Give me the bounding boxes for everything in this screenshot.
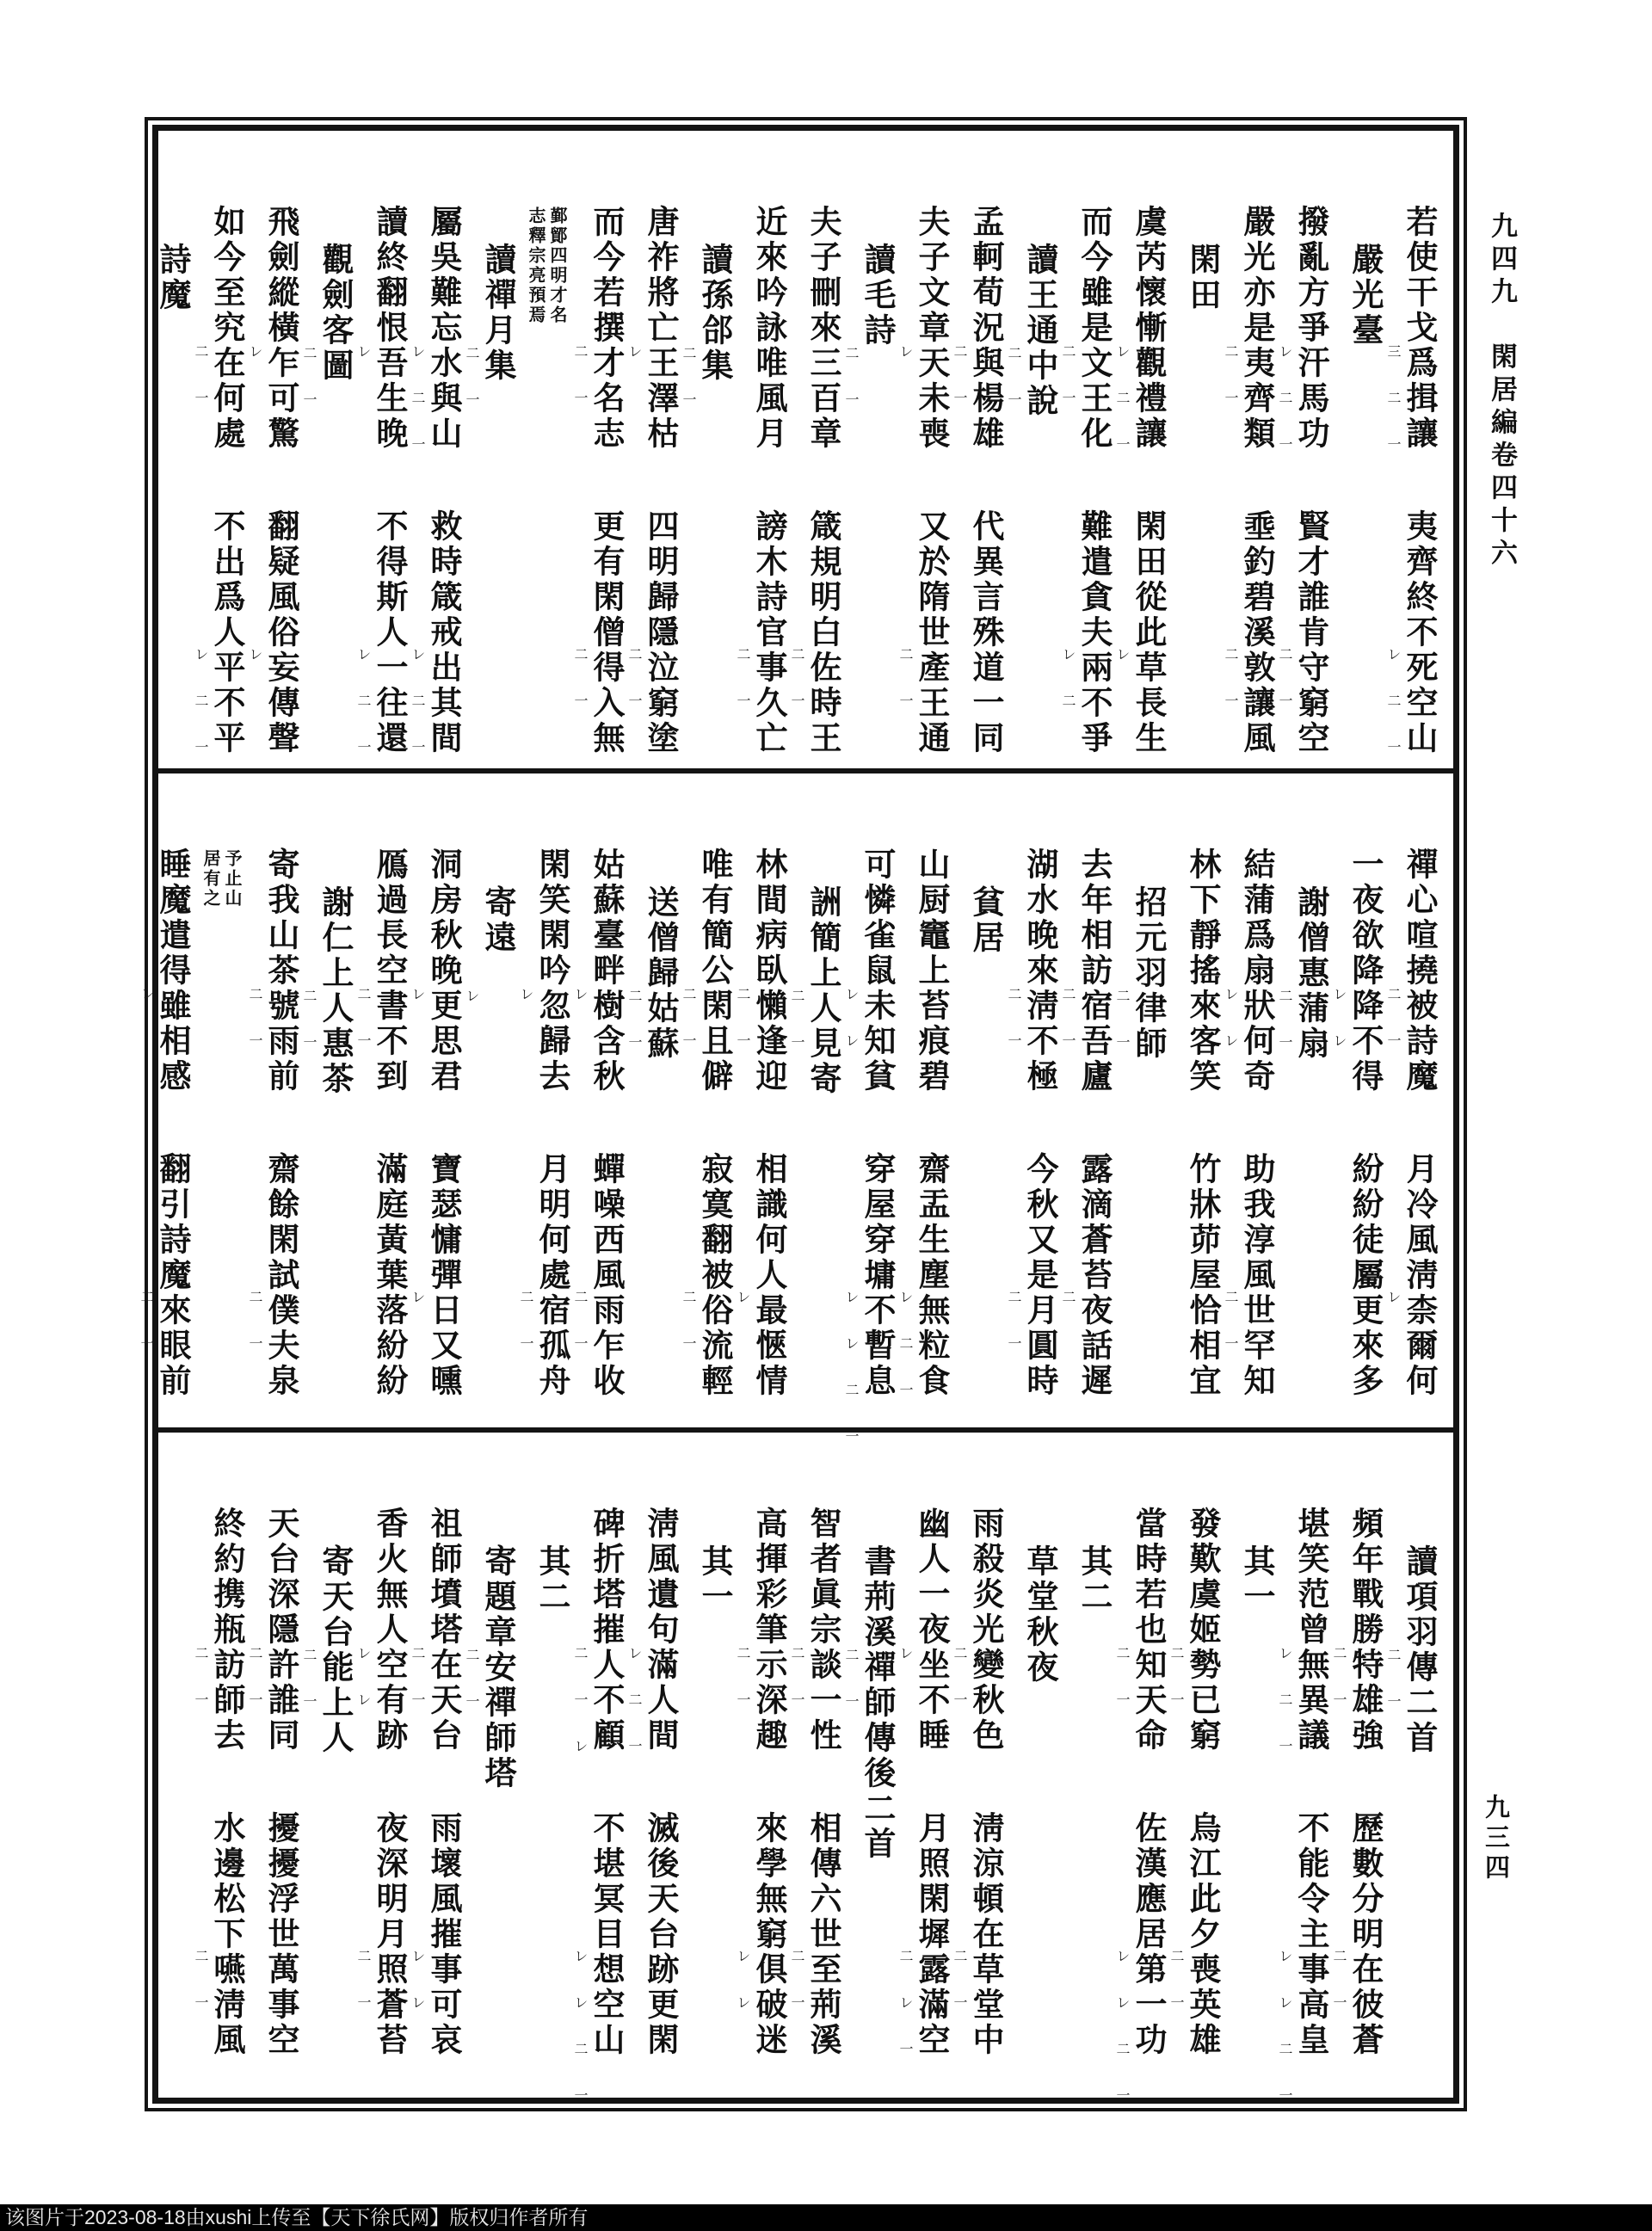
poem-title: 讀項羽傳二首 <box>1401 1544 1439 1756</box>
kunten-marks: 二一 <box>735 647 751 740</box>
kunten-marks: 二一 <box>1223 344 1239 437</box>
poem-line-lower: 箴規明白佐時王 <box>804 509 842 756</box>
poem-line-lower: 齋盂生塵無粒食 <box>913 1152 951 1399</box>
poem-line-column <box>572 1433 628 2135</box>
poem-title-column <box>682 1433 737 2098</box>
poem-title: 詩魔 <box>154 243 192 313</box>
kunten-marks: 二一 <box>789 647 805 740</box>
poem-line-upper: 而今雖是文王化 <box>1076 205 1113 452</box>
kunten-marks: 二一 <box>1385 987 1402 1080</box>
kunten-marks: レレ <box>1331 987 1347 1080</box>
poem-line-column <box>1008 773 1062 1427</box>
poem-line-lower: 月明何處宿孤舟 <box>533 1152 571 1399</box>
poem-line-upper: 可憐雀鼠未知貧 <box>859 847 897 1094</box>
poem-line-upper: 飛劍縱橫乍可驚 <box>262 205 300 452</box>
kunten-marks: 二一 <box>1114 1646 1131 1739</box>
poem-line-upper: 林下靜搖來客笑 <box>1184 847 1222 1094</box>
poem-line-upper: 寄我山茶號雨前 <box>262 847 300 1094</box>
poem-title: 貧居 <box>967 885 1005 956</box>
kunten-marks: 二一レ <box>572 1646 589 1785</box>
kunten-marks: レ二一 <box>1114 344 1131 484</box>
poem-title: 寄遠 <box>479 885 517 956</box>
poem-line-lower: 閑田從此草長生 <box>1130 509 1168 756</box>
poem-line-lower: 竹牀茆屋恰相宜 <box>1184 1152 1222 1399</box>
poem-line-upper: 虞芮懷慚觀禮讓 <box>1130 205 1168 452</box>
kunten-marks: レレ二一 <box>572 1949 589 2135</box>
poem-line-lower: 賢才誰肯守窮空 <box>1292 509 1330 756</box>
kunten-marks: 二一 <box>301 989 317 1082</box>
kunten-marks: 二一 <box>518 1290 534 1383</box>
kunten-marks: 二一 <box>789 1646 805 1739</box>
poem-title: 其一 <box>696 1544 734 1615</box>
poem-title-column <box>520 1433 574 2098</box>
poem-title: 寄天台能上人 <box>317 1544 354 1756</box>
poem-line-upper: 祖師墳塔在天台 <box>425 1507 463 1753</box>
poem-line-column <box>791 131 845 768</box>
poem-title: 讀毛詩 <box>859 243 897 348</box>
poem-line-lower: 來學無窮俱破迷 <box>750 1811 788 2058</box>
kunten-marks: 二一 <box>355 1949 372 2042</box>
poem-line-upper: 當時若也知天命 <box>1130 1507 1168 1753</box>
poem-title-column <box>465 1433 520 2098</box>
poem-title-column <box>1008 1433 1062 2098</box>
poem-line-column <box>411 1433 465 2098</box>
poem-line-upper: 讀終翻恨吾生晚 <box>371 205 409 452</box>
poem-line-lower: 不能令主事高皇 <box>1292 1811 1330 2058</box>
kunten-marks: 二 <box>1060 1290 1076 1336</box>
poem-line-column <box>737 131 791 768</box>
poem-title-column <box>1008 131 1062 768</box>
poem-title-column <box>465 773 520 1427</box>
poem-title: 嚴光臺 <box>1347 243 1384 348</box>
kunten-marks: レ <box>410 1290 426 1336</box>
register-3 <box>158 1433 1453 2135</box>
poem-line-upper: 閑笑閑吟忽歸去 <box>533 847 571 1094</box>
kunten-marks: 二一 <box>897 647 914 740</box>
text-frame <box>139 125 1459 2135</box>
poem-line-upper: 雨殺炎光變秋色 <box>967 1507 1005 1753</box>
kunten-marks: レ二一 <box>410 647 426 786</box>
poem-line-column <box>1170 1433 1224 2098</box>
poem-title-column <box>1170 131 1224 768</box>
poem-line-lower: 謗木詩官事久亡 <box>750 509 788 756</box>
poem-title-column <box>465 131 520 768</box>
poem-line-column <box>140 773 194 1427</box>
poem-title: 其二 <box>1076 1544 1113 1615</box>
poem-title-column <box>953 773 1008 1427</box>
poem-line-upper: 發歎虞姬勢已窮 <box>1184 1507 1222 1753</box>
poem-line-column <box>1333 773 1387 1427</box>
kunten-marks: レ二一 <box>355 647 372 786</box>
kunten-marks: レ二一 <box>1385 647 1402 786</box>
kunten-marks: レ <box>355 344 372 391</box>
poem-line-lower: 歷數分明在彼蒼 <box>1347 1811 1384 2058</box>
poem-title-column <box>628 773 682 1427</box>
poem-title-column <box>845 131 899 768</box>
poem-line-upper: 睡魔遣得雖相感 <box>154 847 192 1094</box>
kunten-marks: レレ二一 <box>1114 1949 1131 2135</box>
poem-title-column <box>1224 1433 1279 2098</box>
poem-title: 其一 <box>1238 1544 1276 1615</box>
poem-line-upper: 智者眞宗談一性 <box>804 1507 842 1753</box>
kunten-marks: 二一 <box>1331 1646 1347 1739</box>
poem-line-lower: 夜深明月照蒼苔 <box>371 1811 409 2058</box>
poem-line-lower: 代異言殊道一同 <box>967 509 1005 756</box>
poem-line-lower: 四明歸隱泣窮塗 <box>642 509 680 756</box>
poem-title-column <box>1333 131 1387 768</box>
poem-line-lower: 相識何人最愜情 <box>750 1152 788 1399</box>
kunten-marks: 二一 <box>247 987 263 1080</box>
poem-title: 送僧歸姑蘇 <box>642 885 680 1062</box>
poem-line-column <box>682 773 737 1427</box>
poem-line-lower: 今秋又是月圓時 <box>1021 1152 1059 1399</box>
poem-line-lower: 翻疑風俗妄傳聲 <box>262 509 300 756</box>
kunten-marks: レ <box>1385 1290 1402 1336</box>
poem-line-upper: 撥亂方爭汗馬功 <box>1292 205 1330 452</box>
watermark-bar <box>0 2204 1652 2231</box>
kunten-marks: 二一 <box>1385 1648 1402 1741</box>
kunten-marks: レ <box>518 987 534 1033</box>
kunten-marks: 二一 <box>572 344 589 437</box>
poem-line-lower: 穿屋穿墉不暫息 <box>859 1152 897 1399</box>
poem-title-column <box>791 773 845 1427</box>
kunten-marks: レ <box>139 987 155 1033</box>
kunten-marks: 二一 <box>735 987 751 1080</box>
kunten-marks: 二一 <box>789 989 805 1082</box>
kunten-marks: 二一 <box>1223 647 1239 740</box>
poem-title-column <box>845 1433 899 2098</box>
kunten-marks: レ二一 <box>1277 1646 1293 1785</box>
poem-title-column <box>1279 773 1333 1427</box>
poem-line-column <box>1387 773 1441 1427</box>
poem-title: 讀王通中說 <box>1021 243 1059 419</box>
poem-line-upper: 碑折塔摧人不顧 <box>588 1507 626 1753</box>
kunten-marks: レレ二一 <box>1277 1949 1293 2135</box>
poem-line-upper: 夫子文章天未喪 <box>913 205 951 452</box>
kunten-marks: 二一 <box>410 1646 426 1739</box>
poem-line-column <box>193 131 249 786</box>
kunten-marks: レ <box>626 344 643 391</box>
poem-line-column <box>574 131 628 768</box>
kunten-marks: レ <box>735 1290 751 1336</box>
poem-line-column <box>791 1433 845 2098</box>
kunten-marks: レ <box>247 344 263 391</box>
poem-line-column <box>737 773 791 1427</box>
poem-line-lower: 不得斯人一往還 <box>371 509 409 756</box>
kunten-marks: 二一 <box>1277 989 1293 1082</box>
poem-line-upper: 山厨竈上苔痕碧 <box>913 847 951 1094</box>
poem-title: 謝仁上人惠茶 <box>317 885 354 1097</box>
poem-line-column <box>1279 131 1333 768</box>
kunten-marks: 二一 <box>139 1290 155 1383</box>
kunten-marks: 二一 <box>464 346 480 439</box>
kunten-marks: レレ <box>1223 987 1239 1080</box>
poem-line-upper: 幽人一夜坐不睡 <box>913 1507 951 1753</box>
kunten-marks: 二一 <box>952 1949 968 2042</box>
kunten-marks: レ二一 <box>193 647 209 786</box>
poem-line-column <box>1062 131 1116 768</box>
poem-line-upper: 若使干戈爲揖讓 <box>1401 205 1439 452</box>
poem-line-column <box>1170 773 1224 1427</box>
poem-title: 謝僧惠蒲扇 <box>1292 885 1330 1062</box>
volume-header: 九四九 閑居編卷四十六 <box>1486 212 1517 571</box>
kunten-marks: 二一 <box>1060 344 1076 437</box>
poem-line-column <box>628 131 682 768</box>
kunten-marks: レレ <box>355 1646 372 1739</box>
poem-line-column <box>249 131 303 768</box>
poem-line-lower: 難遣貪夫兩不爭 <box>1076 509 1113 756</box>
poem-line-column <box>899 773 953 1427</box>
poem-line-lower: 紛紛徒屬更來多 <box>1347 1152 1384 1399</box>
poem-line-lower: 水邊松下嚥淸風 <box>208 1811 246 2058</box>
kunten-marks: 二一 <box>247 1290 263 1383</box>
kunten-marks: 二一 <box>1168 1646 1185 1739</box>
kunten-marks: レ <box>1114 647 1131 693</box>
poem-title-column <box>303 131 357 768</box>
poem-title-column <box>303 773 357 1427</box>
interlinear-note: 予止山居有之 <box>200 849 243 909</box>
poem-line-column <box>410 131 465 786</box>
kunten-marks: 二一 <box>1060 987 1076 1080</box>
poem-line-column <box>194 1433 249 2098</box>
poem-line-lower: 寶瑟慵彈日又曛 <box>425 1152 463 1399</box>
kunten-marks: 二一 <box>301 346 317 439</box>
kunten-marks: 二一 <box>952 344 968 437</box>
poem-line-column <box>249 1433 303 2098</box>
poem-line-upper: 天台深隱許誰同 <box>262 1507 300 1753</box>
kunten-marks: 二一 <box>193 1949 209 2042</box>
poem-line-lower: 寂寞翻被俗流輕 <box>696 1152 734 1399</box>
poem-title-column <box>1116 773 1170 1427</box>
poem-line-column <box>1116 131 1170 768</box>
poem-title: 閑田 <box>1184 243 1222 313</box>
poem-line-column <box>899 131 953 768</box>
poem-title: 書荊溪禪師傳後二首 <box>859 1544 897 1862</box>
kunten-marks: レレ <box>410 1949 426 2042</box>
poem-line-upper: 唯有簡公閑且僻 <box>696 847 734 1094</box>
poem-line-lower: 助我淳風世罕知 <box>1238 1152 1276 1399</box>
poem-line-column <box>1114 1433 1170 2135</box>
kunten-marks: 二一 <box>1223 1290 1239 1383</box>
poem-line-column <box>574 773 628 1427</box>
poem-line-column <box>1062 773 1116 1427</box>
kunten-marks: 二一 <box>735 1646 751 1739</box>
poem-title: 招元羽律師 <box>1130 885 1168 1062</box>
kunten-marks: レ <box>897 344 914 391</box>
kunten-marks: レレ二一 <box>843 1290 860 1476</box>
poem-title-column <box>682 131 737 768</box>
kunten-marks: 二一 <box>1006 346 1022 439</box>
kunten-marks: レ <box>897 1646 914 1692</box>
kunten-marks: 二一 <box>572 1290 589 1383</box>
kunten-marks: レレ <box>735 1949 751 2042</box>
poem-line-column <box>953 1433 1008 2098</box>
poem-line-upper: 高揮彩筆示深趣 <box>750 1507 788 1753</box>
poem-line-lower: 蟬噪西風雨乍收 <box>588 1152 626 1399</box>
poem-line-upper: 林間病臥懶逢迎 <box>750 847 788 1094</box>
kunten-marks: 二一 <box>572 647 589 740</box>
poem-line-column <box>953 131 1008 768</box>
poem-title: 讀孫郃集 <box>696 243 734 384</box>
poem-line-upper: 終約携瓶訪師去 <box>208 1507 246 1753</box>
kunten-marks: 二一 <box>247 1646 263 1739</box>
poem-title: 其二 <box>533 1544 571 1615</box>
poem-title: 寄題章安禪師塔 <box>479 1544 517 1791</box>
poem-line-lower: 齋餘閑試僕夫泉 <box>262 1152 300 1399</box>
poem-line-lower: 翻引詩魔來眼前 <box>154 1152 192 1399</box>
register-1 <box>154 131 1453 786</box>
poem-line-lower: 不堪冥目想空山 <box>588 1811 626 2058</box>
kunten-marks: 二一 <box>843 346 860 439</box>
kunten-marks: レ <box>410 987 426 1033</box>
kunten-marks: 三二一 <box>1385 344 1402 484</box>
kunten-marks: レ二一 <box>897 1290 914 1429</box>
poem-line-column <box>411 773 465 1427</box>
kunten-marks: レレ <box>843 987 860 1080</box>
kunten-marks: 二一 <box>1168 1949 1185 2042</box>
kunten-marks: 二一 <box>1114 989 1131 1082</box>
poem-line-lower: 月冷風淸柰爾何 <box>1401 1152 1439 1399</box>
kunten-marks: 二一 <box>843 1648 860 1741</box>
poem-line-lower: 救時箴戒出其間 <box>425 509 463 756</box>
kunten-marks: 二レ一 <box>897 1949 914 2088</box>
kunten-marks: 二一 <box>464 1648 480 1741</box>
poem-title: 觀劍客圖 <box>317 243 354 384</box>
poem-line-column <box>1224 773 1279 1427</box>
poem-line-column <box>520 773 574 1427</box>
poem-line-lower: 夷齊終不死空山 <box>1401 509 1439 756</box>
poem-line-column <box>1333 1433 1387 2098</box>
kunten-marks: レ二 <box>1060 647 1076 740</box>
poem-line-upper: 頻年戰勝特雄強 <box>1347 1507 1384 1753</box>
poem-line-column <box>1224 131 1279 768</box>
poem-line-lower: 烏江此夕喪英雄 <box>1184 1811 1222 2058</box>
poem-line-upper: 姑蘇臺畔樹含秋 <box>588 847 626 1094</box>
poem-line-upper: 淸風遺句滿人間 <box>642 1507 680 1753</box>
kunten-marks: レ <box>247 647 263 693</box>
poem-title-column <box>1387 1433 1441 2098</box>
kunten-marks: レ二一 <box>410 344 426 484</box>
poem-line-upper: 一夜欲降降不得 <box>1347 847 1384 1094</box>
poem-line-upper: 夫子刪來三百章 <box>804 205 842 452</box>
watermark-text: 该图片于2023-08-18由xushi上传至【天下徐氏网】版权归作者所有 <box>5 2206 589 2228</box>
poem-line-upper: 屬吳難忘水與山 <box>425 205 463 452</box>
poem-line-upper: 結蒲爲扇狀何奇 <box>1238 847 1276 1094</box>
poem-line-column <box>1385 131 1441 786</box>
poem-line-column <box>628 1433 682 2098</box>
kunten-marks: 二一 <box>301 1648 317 1741</box>
poem-line-upper: 禪心喧撓被詩魔 <box>1401 847 1439 1094</box>
kunten-marks: 二一 <box>681 1290 697 1383</box>
poem-line-upper: 孟軻荀況與楊雄 <box>967 205 1005 452</box>
poem-title-column <box>140 131 194 768</box>
register-2 <box>139 773 1453 1476</box>
kunten-marks: 二一 <box>355 987 372 1080</box>
poem-line-lower: 擾擾浮世萬事空 <box>262 1811 300 2058</box>
kunten-marks: 二一 <box>1331 1949 1347 2042</box>
kunten-marks: 二一 <box>789 1949 805 2042</box>
kunten-marks: 二一 <box>626 647 643 740</box>
interlinear-note-column <box>194 773 249 1427</box>
poem-line-upper: 香火無人空有跡 <box>371 1507 409 1753</box>
poem-line-upper: 嚴光亦是夷齊類 <box>1238 205 1276 452</box>
poem-line-lower: 更有閑僧得入無 <box>588 509 626 756</box>
poem-line-upper: 洞房秋晚更思君 <box>425 847 463 1094</box>
poem-line-column <box>1277 1433 1333 2135</box>
kunten-marks: レ <box>464 989 480 1035</box>
poem-line-upper: 而今若撰才名志 <box>588 205 626 452</box>
poem-line-upper: 堪笑范曾無異議 <box>1292 1507 1330 1753</box>
poem-line-column <box>357 773 411 1427</box>
poem-line-column <box>357 1433 411 2098</box>
poem-title-column <box>303 1433 357 2098</box>
poem-line-upper: 近來吟詠唯風月 <box>750 205 788 452</box>
interlinear-note-column <box>520 131 574 768</box>
poem-title: 草堂秋夜 <box>1021 1544 1059 1686</box>
poem-line-lower: 月照閑墀露滿空 <box>913 1811 951 2058</box>
kunten-marks: レ二一 <box>1277 344 1293 484</box>
poem-line-column <box>843 773 899 1476</box>
poem-line-upper: 如今至究在何處 <box>208 205 246 452</box>
poem-line-lower: 露滴蒼苔夜話遲 <box>1076 1152 1113 1399</box>
kunten-marks: レ二一 <box>626 1646 643 1785</box>
poem-line-upper: 去年相訪宿吾廬 <box>1076 847 1113 1094</box>
kunten-marks: 二一 <box>1006 1290 1022 1383</box>
poem-line-lower: 滅後天台跡更閑 <box>642 1811 680 2058</box>
poem-line-upper: 鴈過長空書不到 <box>371 847 409 1094</box>
poem-line-column <box>899 1433 953 2098</box>
poem-title: 讀禪月集 <box>479 243 517 384</box>
kunten-marks: 二一 <box>952 1646 968 1739</box>
poem-title: 詶簡上人見寄 <box>804 885 842 1097</box>
interlinear-note: 鄞鄮四明才名志釋宗亮預焉 <box>526 206 568 325</box>
kunten-marks: 二一 <box>1277 647 1293 740</box>
poem-line-lower: 埀釣碧溪敦讓風 <box>1238 509 1276 756</box>
poem-line-lower: 雨壞風摧事可哀 <box>425 1811 463 2058</box>
kunten-marks: 二一 <box>681 346 697 439</box>
poem-line-lower: 不出爲人平不平 <box>208 509 246 756</box>
poem-line-lower: 相傳六世至荊溪 <box>804 1811 842 2058</box>
poem-line-column <box>737 1433 791 2098</box>
poem-line-column <box>355 131 411 786</box>
poem-line-column <box>249 773 303 1427</box>
poem-line-lower: 滿庭黃葉落紛紛 <box>371 1152 409 1399</box>
folio-number: 九三四 <box>1482 1794 1511 1884</box>
kunten-marks: 二一 <box>681 987 697 1080</box>
kunten-marks: 二一 <box>193 1646 209 1739</box>
kunten-marks: レ <box>572 987 589 1033</box>
poem-line-lower: 佐漢應居第一功 <box>1130 1811 1168 2058</box>
text-frame-border <box>139 117 1467 2135</box>
poem-line-upper: 湖水晚來淸不極 <box>1021 847 1059 1094</box>
poem-line-lower: 淸涼頓在草堂中 <box>967 1811 1005 2058</box>
poem-line-upper: 唐祚將亡王澤枯 <box>642 205 680 452</box>
kunten-marks: 二一 <box>1006 987 1022 1080</box>
poem-line-lower: 又於隋世產王通 <box>913 509 951 756</box>
kunten-marks: 二一 <box>193 344 209 437</box>
poem-title-column <box>1062 1433 1116 2098</box>
kunten-marks: 二一 <box>626 989 643 1082</box>
